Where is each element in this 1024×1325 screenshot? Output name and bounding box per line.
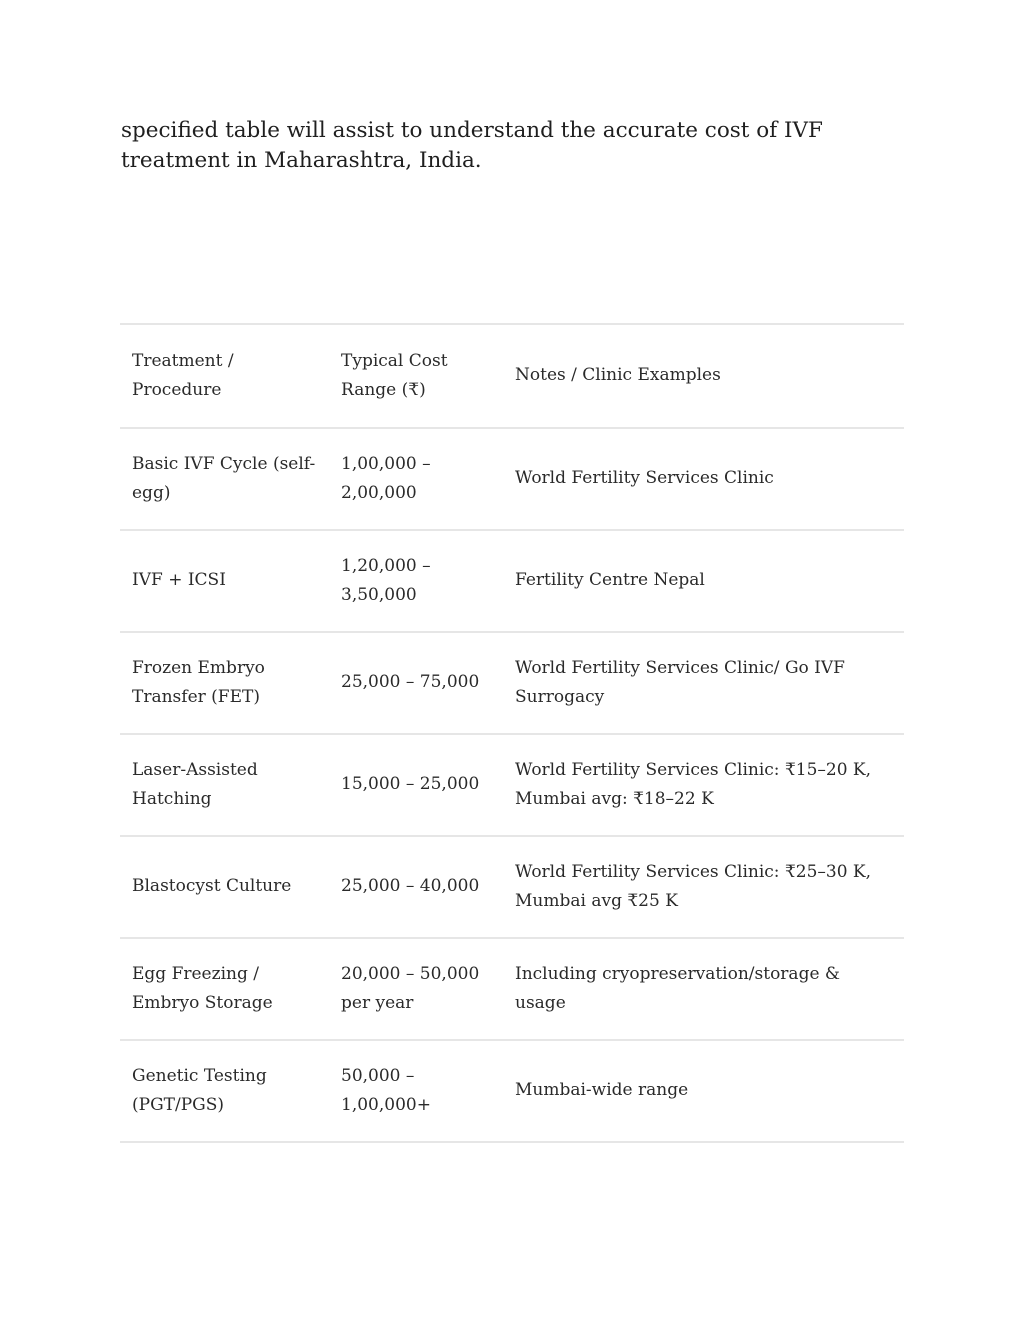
header-treatment: Treatment / Procedure — [120, 324, 329, 428]
cell-notes: World Fertility Services Clinic: ₹25–30 K, Mumbai avg ₹25 K — [503, 836, 904, 938]
ivf-cost-table — [120, 323, 904, 1143]
intro-paragraph: specified table will assist to understand the accurate cost of IVF treatment in Maharashtra, India. — [121, 118, 823, 173]
cell-notes: World Fertility Services Clinic — [503, 428, 904, 530]
table-row — [120, 632, 904, 734]
cell-cost: 15,000 – 25,000 — [329, 734, 503, 836]
table-header-row — [120, 324, 904, 428]
cell-notes: Fertility Centre Nepal — [503, 530, 904, 632]
cell-treatment: Egg Freezing / Embryo Storage — [120, 938, 329, 1040]
cell-treatment: IVF + ICSI — [120, 530, 329, 632]
table-row — [120, 530, 904, 632]
cell-treatment: Laser-Assisted Hatching — [120, 734, 329, 836]
header-cost: Typical Cost Range (₹) — [329, 324, 503, 428]
cell-treatment: Genetic Testing (PGT/PGS) — [120, 1040, 329, 1142]
cell-treatment: Basic IVF Cycle (self-egg) — [120, 428, 329, 530]
cell-notes: World Fertility Services Clinic: ₹15–20 K, Mumbai avg: ₹18–22 K — [503, 734, 904, 836]
table-row — [120, 938, 904, 1040]
table-row — [120, 428, 904, 530]
cell-cost: 50,000 – 1,00,000+ — [329, 1040, 503, 1142]
header-notes: Notes / Clinic Examples — [503, 324, 904, 428]
table-row — [120, 836, 904, 938]
table-row — [120, 734, 904, 836]
cell-cost: 20,000 – 50,000 per year — [329, 938, 503, 1040]
cell-notes: Including cryopreservation/storage & usage — [503, 938, 904, 1040]
cell-notes: Mumbai-wide range — [503, 1040, 904, 1142]
cell-cost: 25,000 – 75,000 — [329, 632, 503, 734]
cell-treatment: Blastocyst Culture — [120, 836, 329, 938]
cell-cost: 1,00,000 – 2,00,000 — [329, 428, 503, 530]
cell-cost: 1,20,000 – 3,50,000 — [329, 530, 503, 632]
cell-notes: World Fertility Services Clinic/ Go IVF Surrogacy — [503, 632, 904, 734]
cell-cost: 25,000 – 40,000 — [329, 836, 503, 938]
table-row — [120, 1040, 904, 1142]
cell-treatment: Frozen Embryo Transfer (FET) — [120, 632, 329, 734]
